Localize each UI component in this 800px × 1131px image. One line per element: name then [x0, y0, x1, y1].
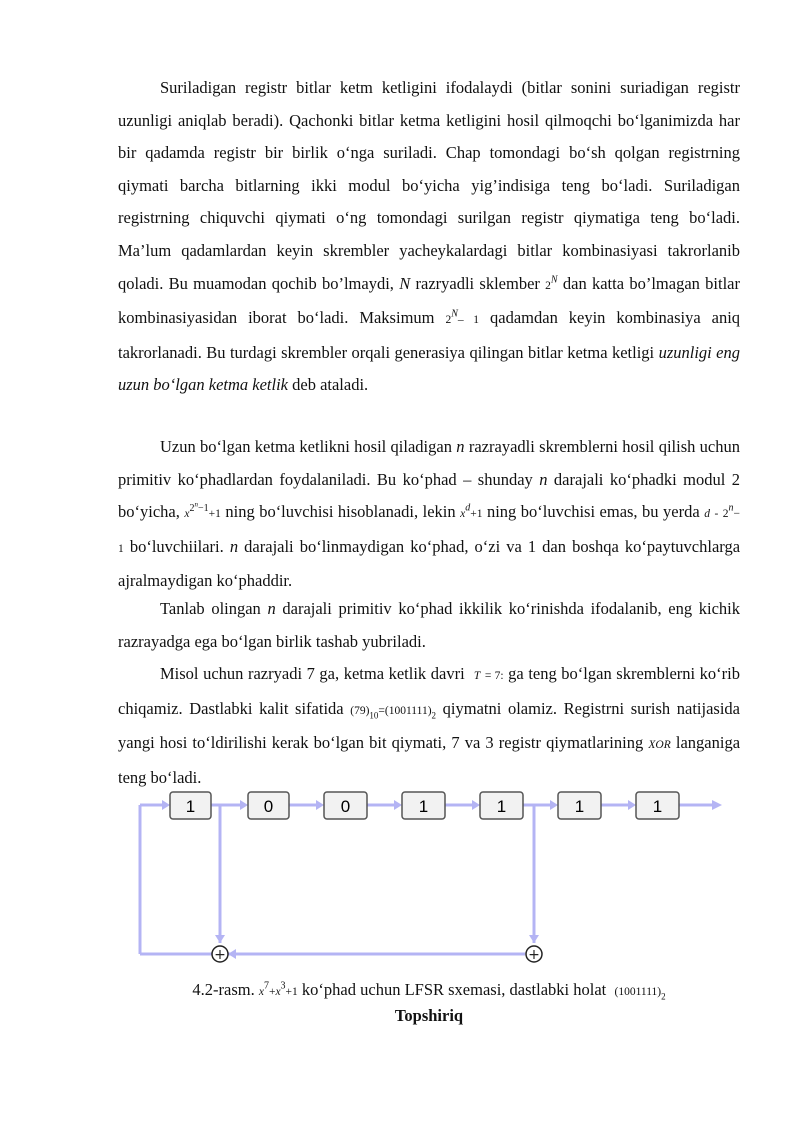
cell-value: 0 — [263, 797, 274, 816]
paragraph-shift-register — [118, 72, 740, 402]
caption-state: $(1001111)_2$ — [614, 986, 666, 1002]
text: Tanlab olingan — [160, 599, 261, 618]
math-79-eq-binary: $(79)_{10}=(1001111)_2$ — [350, 704, 437, 720]
math-n: n — [456, 437, 465, 456]
math-N: N — [399, 273, 411, 293]
xor-symbol: + — [214, 947, 226, 963]
text: Uzun bo‘lgan ketma ketlikni hosil qiladigan — [160, 437, 452, 456]
paragraph-example — [118, 658, 740, 794]
dash: - — [714, 508, 719, 521]
math-n: n — [539, 469, 548, 489]
xor-symbol: + — [528, 947, 540, 963]
caption-text: ko‘phad uchun LFSR sxemasi, dastlabki holat — [301, 980, 607, 999]
cell-value: 1 — [418, 797, 429, 816]
text: langaniga teng bo‘ladi. — [118, 733, 741, 787]
math-xor: XOR — [648, 739, 671, 752]
cell-value: 1 — [574, 797, 585, 816]
text: ning bo‘luvchisi hisoblanadi, lekin — [225, 502, 456, 522]
text: Misol uchun razryadi 7 ga, ketma ketlik davri — [160, 664, 465, 683]
xor-gate-right — [526, 946, 542, 963]
register-cell-3 — [324, 792, 367, 819]
register-cell-2 — [248, 792, 289, 819]
text: bo‘luvchiilari. — [129, 536, 224, 556]
register-cell-1 — [170, 792, 211, 819]
math-2N-minus-1: $2^N-$ 1 — [445, 308, 480, 327]
text: darajali ko‘phadki modul 2 bo‘yicha, — [118, 469, 741, 522]
register-cell-6 — [558, 792, 601, 819]
math-d: d — [704, 508, 710, 521]
paragraph-primitive-polynomial — [118, 431, 740, 598]
text: dan katta bo’lmagan bitlar kombinasiyasidan iborat bo‘ladi. Maksimum — [118, 273, 740, 328]
cell-value: 1 — [496, 797, 507, 816]
italic-term: uzunligi eng uzun bo‘lgan ketma ketlik — [118, 342, 740, 395]
math-n: n — [229, 536, 239, 556]
figure-caption — [118, 976, 740, 1006]
cell-value: 1 — [185, 797, 196, 816]
text: qadamdan keyin kombinasiya aniq takrorlanadi. Bu turdagi skrembler orqali generasiya qilingan bitlar ketma ketligi — [118, 308, 741, 362]
text: darajali bo‘linmaydigan ko‘phad, o‘zi va 1 dan boshqa ko‘paytuvchlarga ajralmaydigan ko‘phaddir. — [118, 536, 741, 591]
register-cell-4 — [402, 792, 445, 819]
register-cell-7 — [636, 792, 679, 819]
caption-polynomial: $x^7+x^3+1$ — [258, 980, 298, 998]
cell-value: 0 — [340, 797, 351, 816]
math-2-pow-N: $2^N$ — [545, 274, 558, 292]
math-n: n — [267, 599, 276, 618]
text: ga teng bo‘lgan skremblerni ko‘rib chiqamiz. Dastlabki kalit sifatida — [118, 664, 740, 718]
math-x-pow-2n-minus-1-plus-1: $x^{2^n-1}+1$ — [184, 500, 221, 521]
text: razrayadli skremblerni hosil qilish uchun primitiv ko‘phadlardan foydalaniladi. Bu ko‘phad – shunday — [118, 437, 741, 489]
text: Suriladigan registr bitlar ketm ketligini ifodalaydi (bitlar sonini suriadigan registr uzunligi aniqlab beradi). Qachonki bitlar ketma ketligini hosil qilmoqchi bo‘lganimizda har bir qadamda registr bir birlik o‘nga suriladi. Chap tomondagi bo‘sh qolgan registrning qiymati barcha bitlarning ikki modul bo‘yicha yig’indisiga teng bo‘ladi. Suriladigan registrning chiquvchi qiymati o‘ng tomondagi surilgan registr qiymatiga teng bo‘ladi. Ma’lum qadamlardan keyin skrembler yacheykalardagi bitlar kombinasiyasi takrorlanib qoladi. Bu muamodan qochib bo’lmaydi, — [118, 78, 740, 293]
cell-value: 1 — [652, 797, 663, 816]
register-cell-5 — [480, 792, 523, 819]
text: darajali primitiv ko‘phad ikkilik ko‘rinishda ifodalanib, eng kichik razrayadga ega bo‘lgan birlik tashab yubriladi. — [118, 599, 740, 651]
text: deb ataladi. — [292, 375, 369, 395]
lfsr-diagram — [130, 775, 730, 975]
math-2n-minus-1: $2^n- 1$ — [118, 502, 741, 555]
math-T-eq-7: T = 7: — [473, 670, 504, 682]
text: razryadli sklember — [415, 273, 540, 293]
text: ning bo‘luvchisi emas, bu yerda — [486, 502, 700, 522]
paragraph-binary-form — [118, 593, 740, 658]
section-heading: Topshiriq — [394, 1006, 464, 1025]
text: qiymatni olamiz. Registrni surish natijasida yangi hosi to‘ldirilishi kerak bo‘lgan bit qiymati, 7 va 3 registr qiymatlarining — [118, 698, 740, 753]
xor-gate-left — [212, 946, 228, 963]
diagram-arrowheads — [162, 800, 722, 959]
diagram-lines — [140, 805, 712, 954]
math-x-pow-d-plus-1: $x^d+1$ — [460, 502, 483, 521]
caption-prefix: 4.2-rasm. — [192, 980, 255, 999]
